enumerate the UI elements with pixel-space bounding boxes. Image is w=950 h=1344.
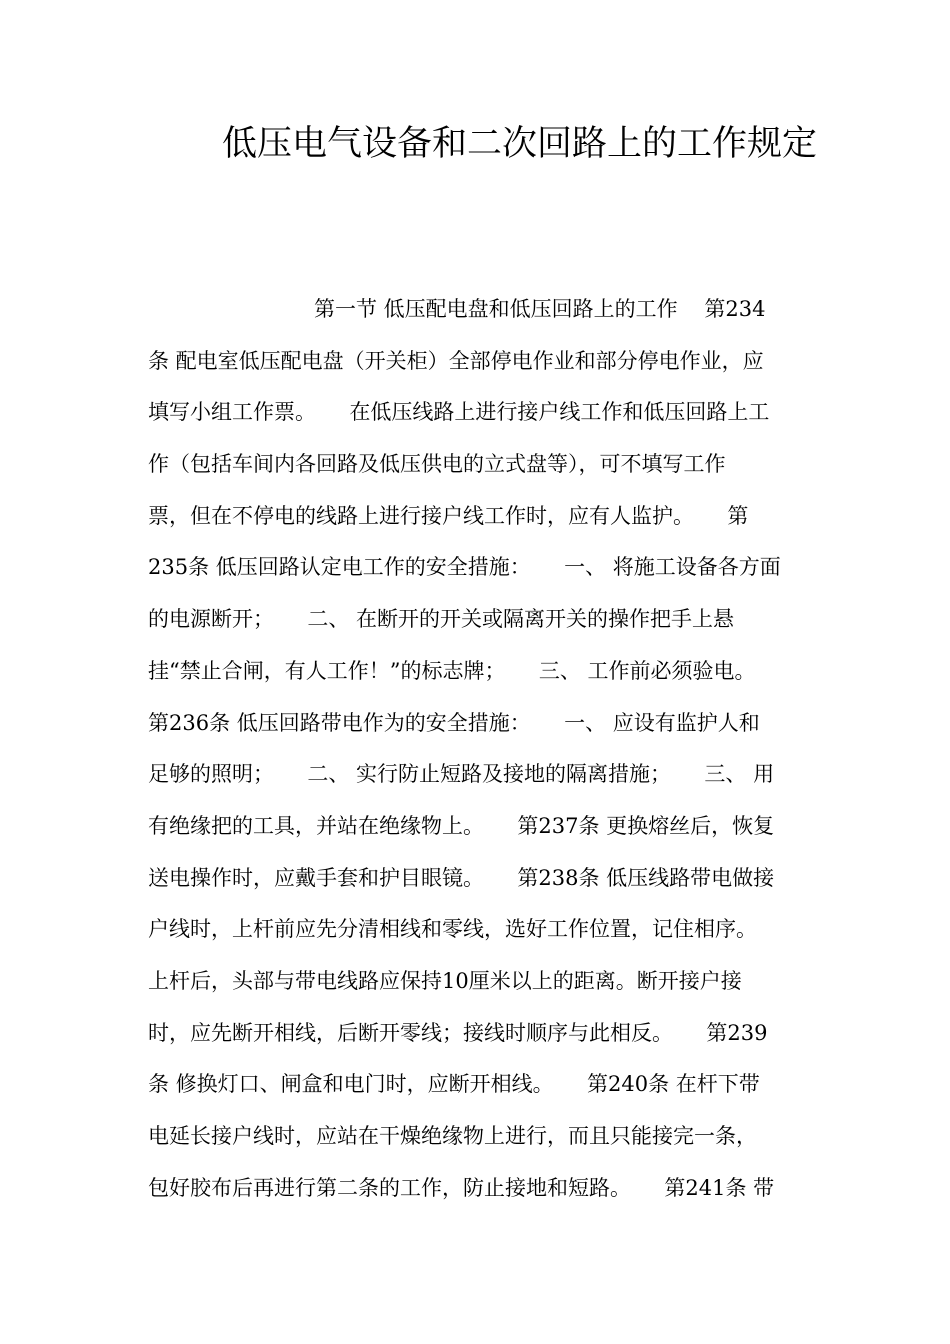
- body-line: 票，但在不停电的线路上进行接户线工作时，应有人监护。 第: [148, 503, 749, 528]
- body-line: 的电源断开； 二、 在断开的开关或隔离开关的操作把手上悬: [148, 607, 735, 632]
- body-line: 作（包括车间内各回路及低压供电的立式盘等），可不填写工作: [148, 452, 726, 477]
- body-line: 条 配电室低压配电盘（开关柜）全部停电作业和部分停电作业，应: [148, 348, 764, 373]
- body-line: 电延长接户线时，应站在干燥绝缘物上进行，而且只能接完一条，: [148, 1124, 757, 1148]
- document-title: 低压电气设备和二次回路上的工作规定: [222, 124, 818, 164]
- body-line: 235条 低压回路认定电工作的安全措施： 一、 将施工设备各方面: [148, 555, 781, 580]
- body-line: 挂“禁止合闸，有人工作！”的标志牌； 三、 工作前必须验电。: [148, 658, 756, 683]
- body-line: 上杆后，头部与带电线路应保持10厘米以上的距离。断开接户接: [148, 968, 742, 993]
- body-line: 第一节 低压配电盘和低压回路上的工作 第234: [314, 297, 766, 321]
- body-line: 第236条 低压回路带电作为的安全措施： 一、 应设有监护人和: [148, 710, 760, 735]
- body-line: 送电操作时，应戴手套和护目眼镜。 第238条 低压线路带电做接: [148, 865, 775, 890]
- body-line: 条 修换灯口、闸盒和电门时，应断开相线。 第240条 在杆下带: [148, 1072, 760, 1097]
- body-line: 户线时，上杆前应先分清相线和零线，选好工作位置，记住相序。: [148, 917, 757, 942]
- body-line: 填写小组工作票。 在低压线路上进行接户线工作和低压回路上工: [148, 400, 770, 425]
- document-body: [148, 284, 808, 1214]
- body-line: 足够的照明； 二、 实行防止短路及接地的隔离措施； 三、 用: [148, 762, 775, 787]
- body-line: 时，应先断开相线，后断开零线；接线时顺序与此相反。 第239: [148, 1020, 768, 1045]
- body-line: 有绝缘把的工具，并站在绝缘物上。 第237条 更换熔丝后，恢复: [148, 813, 775, 838]
- body-line: 包好胶布后再进行第二条的工作，防止接地和短路。 第241条 带: [148, 1175, 775, 1200]
